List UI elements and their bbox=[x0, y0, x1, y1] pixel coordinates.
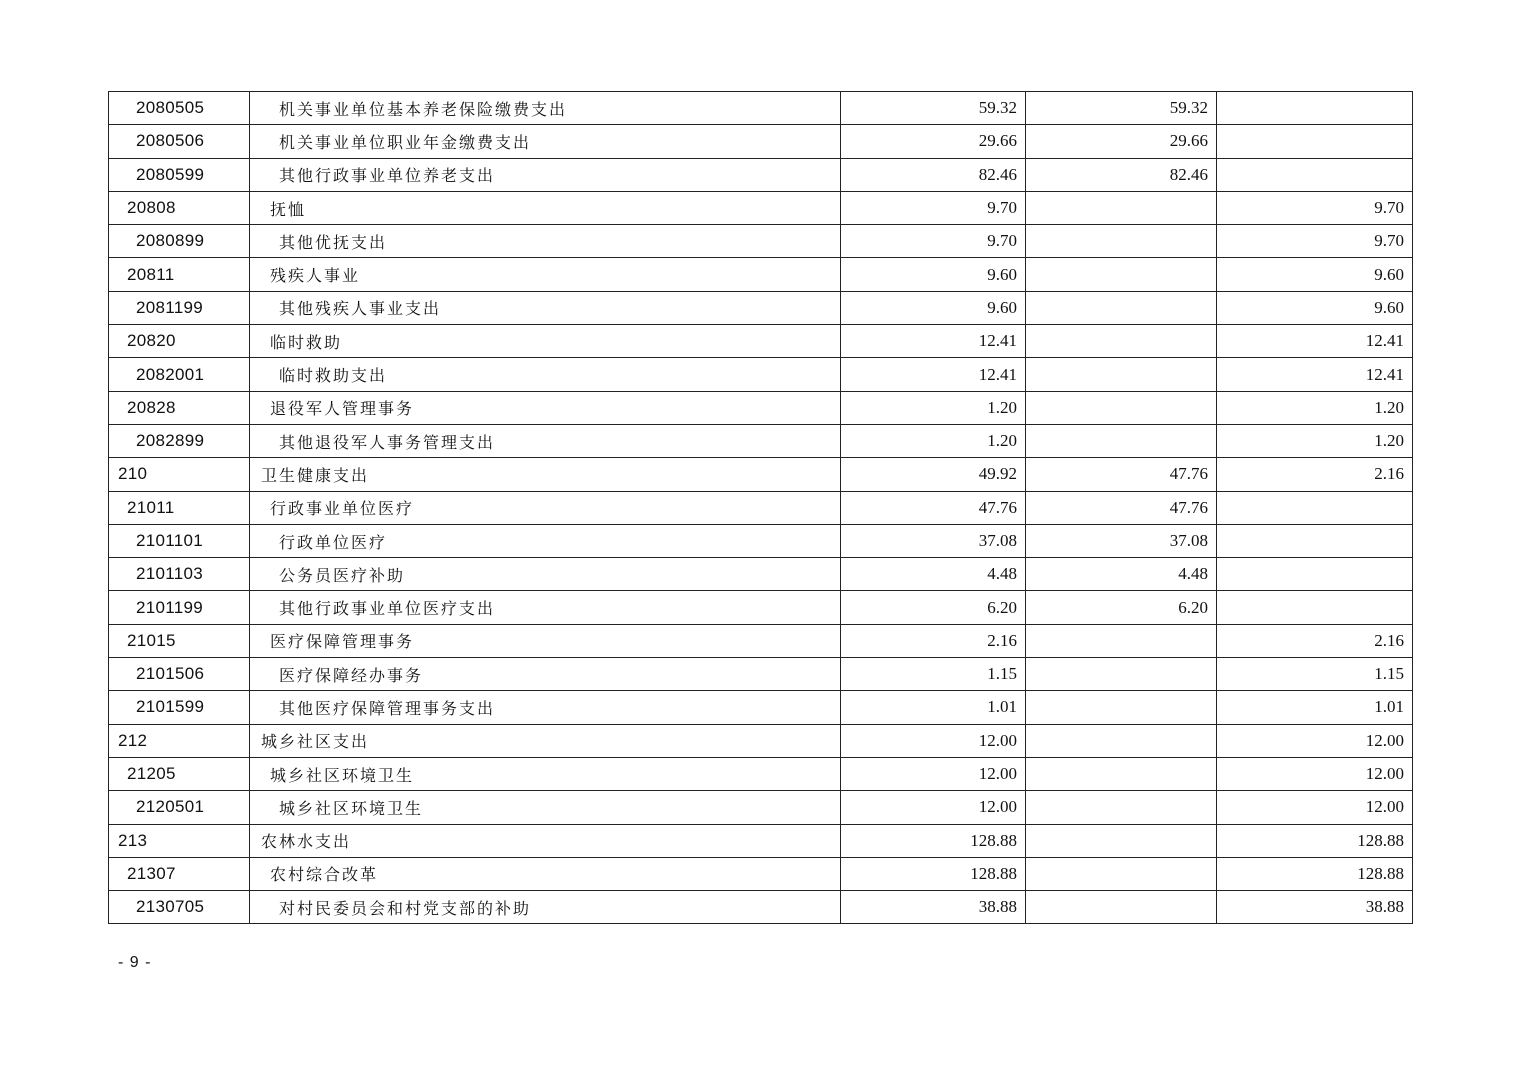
table-row bbox=[109, 424, 1413, 457]
cell-total: 4.48 bbox=[841, 558, 1026, 591]
cell-code: 21011 bbox=[109, 491, 250, 524]
cell-total: 37.08 bbox=[841, 524, 1026, 557]
cell-code: 2080505 bbox=[109, 92, 250, 125]
cell-project bbox=[1217, 125, 1413, 158]
cell-name: 残疾人事业 bbox=[250, 258, 841, 291]
cell-name: 其他医疗保障管理事务支出 bbox=[250, 691, 841, 724]
cell-basic: 59.32 bbox=[1026, 92, 1217, 125]
cell-name: 医疗保障经办事务 bbox=[250, 658, 841, 691]
table-row bbox=[109, 125, 1413, 158]
table-row bbox=[109, 225, 1413, 258]
cell-name: 其他行政事业单位医疗支出 bbox=[250, 591, 841, 624]
cell-total: 6.20 bbox=[841, 591, 1026, 624]
cell-code: 2082899 bbox=[109, 424, 250, 457]
cell-total: 1.20 bbox=[841, 424, 1026, 457]
cell-basic bbox=[1026, 325, 1217, 358]
cell-code: 20820 bbox=[109, 325, 250, 358]
cell-project: 38.88 bbox=[1217, 891, 1413, 924]
cell-basic bbox=[1026, 891, 1217, 924]
cell-project: 128.88 bbox=[1217, 857, 1413, 890]
cell-total: 1.15 bbox=[841, 658, 1026, 691]
cell-basic bbox=[1026, 691, 1217, 724]
cell-total: 9.60 bbox=[841, 291, 1026, 324]
table-row bbox=[109, 857, 1413, 890]
cell-total: 12.00 bbox=[841, 791, 1026, 824]
cell-basic: 47.76 bbox=[1026, 458, 1217, 491]
cell-code: 2101103 bbox=[109, 558, 250, 591]
cell-basic bbox=[1026, 658, 1217, 691]
cell-project: 1.15 bbox=[1217, 658, 1413, 691]
cell-name: 卫生健康支出 bbox=[250, 458, 841, 491]
cell-project: 9.60 bbox=[1217, 291, 1413, 324]
table-row bbox=[109, 891, 1413, 924]
cell-project bbox=[1217, 524, 1413, 557]
cell-project bbox=[1217, 92, 1413, 125]
cell-project: 1.20 bbox=[1217, 424, 1413, 457]
cell-total: 9.70 bbox=[841, 225, 1026, 258]
cell-basic bbox=[1026, 757, 1217, 790]
cell-project: 12.00 bbox=[1217, 791, 1413, 824]
cell-code: 20808 bbox=[109, 191, 250, 224]
cell-project: 12.00 bbox=[1217, 757, 1413, 790]
cell-name: 退役军人管理事务 bbox=[250, 391, 841, 424]
table-row bbox=[109, 658, 1413, 691]
cell-project: 9.70 bbox=[1217, 191, 1413, 224]
cell-basic bbox=[1026, 824, 1217, 857]
cell-project: 2.16 bbox=[1217, 458, 1413, 491]
page-number: - 9 - bbox=[118, 954, 152, 971]
cell-code: 2082001 bbox=[109, 358, 250, 391]
cell-basic bbox=[1026, 424, 1217, 457]
cell-name: 城乡社区支出 bbox=[250, 724, 841, 757]
table-row bbox=[109, 558, 1413, 591]
cell-name: 农林水支出 bbox=[250, 824, 841, 857]
cell-project: 1.01 bbox=[1217, 691, 1413, 724]
cell-total: 49.92 bbox=[841, 458, 1026, 491]
cell-name: 临时救助 bbox=[250, 325, 841, 358]
table-row bbox=[109, 291, 1413, 324]
cell-basic bbox=[1026, 358, 1217, 391]
cell-basic bbox=[1026, 391, 1217, 424]
cell-basic: 82.46 bbox=[1026, 158, 1217, 191]
cell-total: 1.20 bbox=[841, 391, 1026, 424]
table-row bbox=[109, 191, 1413, 224]
cell-code: 2101599 bbox=[109, 691, 250, 724]
cell-code: 210 bbox=[109, 458, 250, 491]
table-row bbox=[109, 92, 1413, 125]
cell-code: 20828 bbox=[109, 391, 250, 424]
table-row bbox=[109, 824, 1413, 857]
table-row bbox=[109, 791, 1413, 824]
cell-name: 城乡社区环境卫生 bbox=[250, 791, 841, 824]
cell-total: 9.60 bbox=[841, 258, 1026, 291]
table-row bbox=[109, 724, 1413, 757]
table-row bbox=[109, 757, 1413, 790]
cell-project: 9.70 bbox=[1217, 225, 1413, 258]
cell-basic: 47.76 bbox=[1026, 491, 1217, 524]
cell-project: 12.41 bbox=[1217, 358, 1413, 391]
cell-total: 9.70 bbox=[841, 191, 1026, 224]
cell-total: 2.16 bbox=[841, 624, 1026, 657]
cell-code: 20811 bbox=[109, 258, 250, 291]
cell-name: 对村民委员会和村党支部的补助 bbox=[250, 891, 841, 924]
table-row bbox=[109, 358, 1413, 391]
cell-project bbox=[1217, 158, 1413, 191]
cell-name: 机关事业单位职业年金缴费支出 bbox=[250, 125, 841, 158]
cell-code: 2081199 bbox=[109, 291, 250, 324]
cell-name: 抚恤 bbox=[250, 191, 841, 224]
cell-total: 128.88 bbox=[841, 824, 1026, 857]
cell-code: 2120501 bbox=[109, 791, 250, 824]
cell-code: 2101199 bbox=[109, 591, 250, 624]
budget-expenditure-table bbox=[108, 91, 1413, 924]
cell-name: 医疗保障管理事务 bbox=[250, 624, 841, 657]
cell-basic bbox=[1026, 624, 1217, 657]
cell-basic bbox=[1026, 791, 1217, 824]
table-row bbox=[109, 258, 1413, 291]
table-row bbox=[109, 591, 1413, 624]
cell-name: 其他残疾人事业支出 bbox=[250, 291, 841, 324]
cell-code: 21307 bbox=[109, 857, 250, 890]
cell-project: 12.41 bbox=[1217, 325, 1413, 358]
cell-name: 其他退役军人事务管理支出 bbox=[250, 424, 841, 457]
cell-code: 212 bbox=[109, 724, 250, 757]
cell-name: 公务员医疗补助 bbox=[250, 558, 841, 591]
cell-code: 2080599 bbox=[109, 158, 250, 191]
cell-code: 2101506 bbox=[109, 658, 250, 691]
cell-name: 其他行政事业单位养老支出 bbox=[250, 158, 841, 191]
cell-basic bbox=[1026, 225, 1217, 258]
cell-project: 2.16 bbox=[1217, 624, 1413, 657]
cell-name: 农村综合改革 bbox=[250, 857, 841, 890]
cell-total: 12.00 bbox=[841, 724, 1026, 757]
cell-basic: 6.20 bbox=[1026, 591, 1217, 624]
cell-code: 21205 bbox=[109, 757, 250, 790]
cell-code: 2130705 bbox=[109, 891, 250, 924]
table-row bbox=[109, 325, 1413, 358]
cell-total: 82.46 bbox=[841, 158, 1026, 191]
cell-name: 城乡社区环境卫生 bbox=[250, 757, 841, 790]
cell-total: 12.00 bbox=[841, 757, 1026, 790]
cell-basic: 4.48 bbox=[1026, 558, 1217, 591]
cell-total: 12.41 bbox=[841, 358, 1026, 391]
cell-code: 2101101 bbox=[109, 524, 250, 557]
cell-name: 行政单位医疗 bbox=[250, 524, 841, 557]
cell-total: 59.32 bbox=[841, 92, 1026, 125]
cell-code: 2080506 bbox=[109, 125, 250, 158]
cell-code: 213 bbox=[109, 824, 250, 857]
cell-basic bbox=[1026, 291, 1217, 324]
cell-total: 29.66 bbox=[841, 125, 1026, 158]
table-row bbox=[109, 524, 1413, 557]
cell-project bbox=[1217, 491, 1413, 524]
table-row bbox=[109, 691, 1413, 724]
cell-project: 128.88 bbox=[1217, 824, 1413, 857]
cell-name: 行政事业单位医疗 bbox=[250, 491, 841, 524]
table-row bbox=[109, 391, 1413, 424]
cell-basic bbox=[1026, 724, 1217, 757]
cell-name: 其他优抚支出 bbox=[250, 225, 841, 258]
cell-total: 47.76 bbox=[841, 491, 1026, 524]
cell-total: 1.01 bbox=[841, 691, 1026, 724]
cell-total: 128.88 bbox=[841, 857, 1026, 890]
cell-project: 1.20 bbox=[1217, 391, 1413, 424]
table-row bbox=[109, 458, 1413, 491]
cell-name: 临时救助支出 bbox=[250, 358, 841, 391]
cell-name: 机关事业单位基本养老保险缴费支出 bbox=[250, 92, 841, 125]
table-row bbox=[109, 491, 1413, 524]
cell-project bbox=[1217, 558, 1413, 591]
cell-basic: 29.66 bbox=[1026, 125, 1217, 158]
cell-basic bbox=[1026, 857, 1217, 890]
cell-project: 12.00 bbox=[1217, 724, 1413, 757]
table-row bbox=[109, 624, 1413, 657]
table-body bbox=[109, 92, 1413, 924]
cell-total: 38.88 bbox=[841, 891, 1026, 924]
cell-project bbox=[1217, 591, 1413, 624]
cell-project: 9.60 bbox=[1217, 258, 1413, 291]
table-row bbox=[109, 158, 1413, 191]
cell-total: 12.41 bbox=[841, 325, 1026, 358]
cell-basic: 37.08 bbox=[1026, 524, 1217, 557]
cell-code: 21015 bbox=[109, 624, 250, 657]
cell-basic bbox=[1026, 191, 1217, 224]
cell-code: 2080899 bbox=[109, 225, 250, 258]
cell-basic bbox=[1026, 258, 1217, 291]
